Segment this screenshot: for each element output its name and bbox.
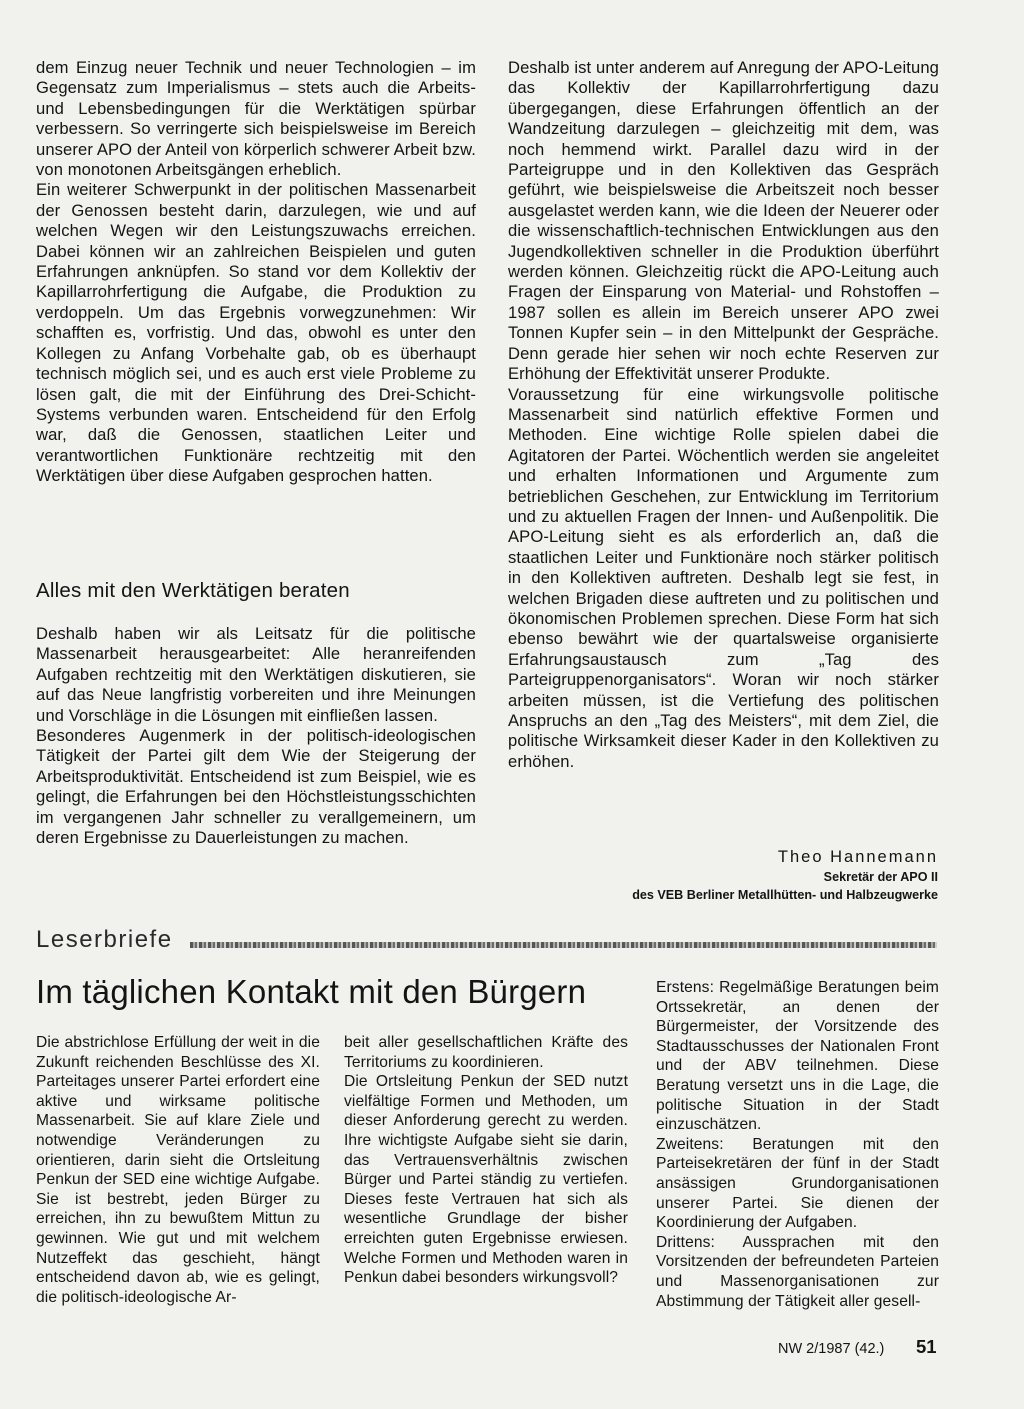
body-paragraph: Die Ortsleitung Penkun der SED nutzt vielfältige Formen und Methoden, um dieser Anforderung gerecht zu werden. Ihre wichtigste Aufgabe sieht sie darin, das Vertrauensverhältnis zwischen Bürger und Partei ständig zu vertiefen. Dieses feste Vertrauen hat sich als wesentliche Grundlage der bisher erreichten guten Ergebnisse erwiesen. Welche Formen und Methoden waren in Penkun dabei besonders wirkungsvoll? — [344, 1073, 628, 1287]
author-organization: des VEB Berliner Metallhütten- und Halbzeugwerke — [632, 888, 938, 902]
subheading: Alles mit den Werktätigen beraten — [36, 579, 350, 602]
body-paragraph: Deshalb ist unter anderem auf Anregung der APO-Leitung das Kollektiv der Kapillarrohrfertigung dazu übergegangen, diese Erfahrungen öffentlich an der Wandzeitung darzulegen – gleichzeitig mit dem, was noch hemmend wirkt. Parallel dazu wird in der Parteigruppe und in den Kollektiven das Gespräch geführt, wie beispielsweise die Arbeitszeit noch besser ausgelastet werden kann, wie die Ideen der Neuerer oder die wissenschaftlich-technischen Entwicklungen aus den Jugendkollektiven schneller in die Produktion überführt werden können. Gleichzeitig rückt die APO-Leitung auch Fragen der Einsparung von Material- und Rohstoffen – 1987 sollen es allein im Bereich unserer APO zwei Tonnen Kupfer sein – in den Mittelpunkt der Gespräche. Denn gerade hier sehen wir noch echte Reserven zur Erhöhung der Effektivität unserer Produkte. — [508, 58, 939, 384]
author-signature — [632, 846, 938, 904]
author-name: Theo Hannemann — [777, 848, 938, 866]
article2-column-3 — [656, 978, 939, 1311]
body-paragraph: Drittens: Aussprachen mit den Vorsitzenden der befreundeten Parteien und Massenorganisationen zur Abstimmung der Tätigkeit aller gesell- — [656, 1233, 939, 1310]
article1-left-column — [36, 58, 476, 487]
article2-column-1 — [36, 1033, 320, 1307]
body-paragraph: beit aller gesellschaftlichen Kräfte des Territoriums zu koordinieren. — [344, 1034, 628, 1071]
section-divider — [190, 942, 937, 948]
body-paragraph: Erstens: Regelmäßige Beratungen beim Ortssekretär, an denen der Bürgermeister, der Vorsitzende des Stadtausschusses der Nationalen Front und der ABV teilnehmen. Diese Beratung versetzt uns in die Lage, die politische Situation in der Stadt einzuschätzen. — [656, 979, 939, 1134]
body-paragraph: Ein weiterer Schwerpunkt in der politischen Massenarbeit der Genossen besteht darin, darzulegen, wie und auf welchen Wegen wir den Leistungszuwachs erreichen. Dabei können wir an zahlreichen Beispielen und guten Erfahrungen anknüpfen. So stand vor dem Kollektiv der Kapillarrohrfertigung die Aufgabe, die Produktion zu verdoppeln. Um das Ergebnis vorwegzunehmen: Wir schafften es, vorfristig. Und das, obwohl es unter den Kollegen zu Anfang Vorbehalte gab, ob es überhaupt technisch möglich sei, und es auch erst viele Probleme zu lösen galt, die mit der Einführung des Drei-Schicht-Systems verbunden waren. Entscheidend für den Erfolg war, daß die Genossen, staatlichen Leiter und verantwortlichen Funktionäre rechtzeitig mit den Werktätigen über diese Aufgaben gesprochen hatten. — [36, 180, 476, 486]
page-number: 51 — [916, 1336, 937, 1357]
body-paragraph: Die abstrichlose Erfüllung der weit in die Zukunft reichenden Beschlüsse des XI. Parteitages unserer Partei erfordert eine aktive und wirksame politische Massenarbeit. Sie auf klare Ziele und notwendige Veränderungen zu orientieren, darin sieht die Ortsleitung Penkun der SED eine wichtige Aufgabe. Sie ist bestrebt, jeden Bürger zu erreichen, ihn zu bewußtem Mittun zu gewinnen. Wie gut und mit welchem Nutzeffekt das geschieht, hängt entscheidend davon ab, wie es gelingt, die politisch-ideologische Ar- — [36, 1034, 320, 1306]
body-paragraph: Voraussetzung für eine wirkungsvolle politische Massenarbeit sind natürlich effektive Formen und Methoden. Eine wichtige Rolle spielen dabei die Agitatoren der Partei. Wöchentlich werden sie angeleitet und erhalten Informationen und Argumente zum betrieblichen Geschehen, zur Entwicklung im Territorium und zu aktuellen Fragen der Innen- und Außenpolitik. Die APO-Leitung sieht es als erforderlich an, daß die staatlichen Leiter und Funktionäre noch stärker politisch in den Kollektiven auftreten. Deshalb legt sie fest, in welchen Brigaden diese auftreten und zu politischen und ökonomischen Problemen sprechen. Diese Form hat sich ebenso bewährt wie der quartalsweise organisierte Erfahrungsaustausch zum „Tag des Parteigruppenorganisators“. Woran wir noch stärker arbeiten müssen, ist die Vertiefung des politischen Anspruchs an den „Tag des Meisters“, mit dem Ziel, die politische Wirksamkeit dieser Kader in den Kollektiven zu erhöhen. — [508, 384, 939, 771]
article1-left-column-2 — [36, 624, 476, 848]
body-paragraph: Besonderes Augenmerk in der politisch-ideologischen Tätigkeit der Partei gilt dem Wie der Steigerung der Arbeitsproduktivität. Entscheidend ist zum Beispiel, wie es gelingt, die Erfahrungen bei den Höchstleistungsschichten im vergangenen Jahr schneller zu verallgemeinern, um deren Ergebnisse zu Dauerleistungen zu machen. — [36, 726, 476, 848]
article2-column-2 — [344, 1033, 628, 1288]
article-headline: Im täglichen Kontakt mit den Bürgern — [36, 973, 587, 1010]
body-paragraph: Zweitens: Beratungen mit den Parteisekretären der fünf in der Stadt ansässigen Grundorganisationen unserer Partei. Sie dienen der Koordinierung der Aufgaben. — [656, 1135, 939, 1232]
article1-right-column — [508, 58, 939, 772]
section-label: Leserbriefe — [36, 925, 179, 955]
author-role: Sekretär der APO II — [823, 870, 938, 884]
issue-reference: NW 2/1987 (42.) — [778, 1341, 885, 1357]
body-paragraph: dem Einzug neuer Technik und neuer Technologien – im Gegensatz zum Imperialismus – stets auch die Arbeits- und Lebensbedingungen für die Werktätigen spürbar verbessern. So verringerte sich beispielsweise im Bereich unserer APO der Anteil von körperlich schwerer Arbeit bzw. von monotonen Arbeitsgängen erheblich. — [36, 58, 476, 180]
body-paragraph: Deshalb haben wir als Leitsatz für die politische Massenarbeit herausgearbeitet: Alle heranreifenden Aufgaben rechtzeitig mit den Werktätigen diskutieren, sie auf das Neue langfristig vorbereiten und ihre Meinungen und Vorschläge in die Lösungen mit einfließen lassen. — [36, 624, 476, 725]
